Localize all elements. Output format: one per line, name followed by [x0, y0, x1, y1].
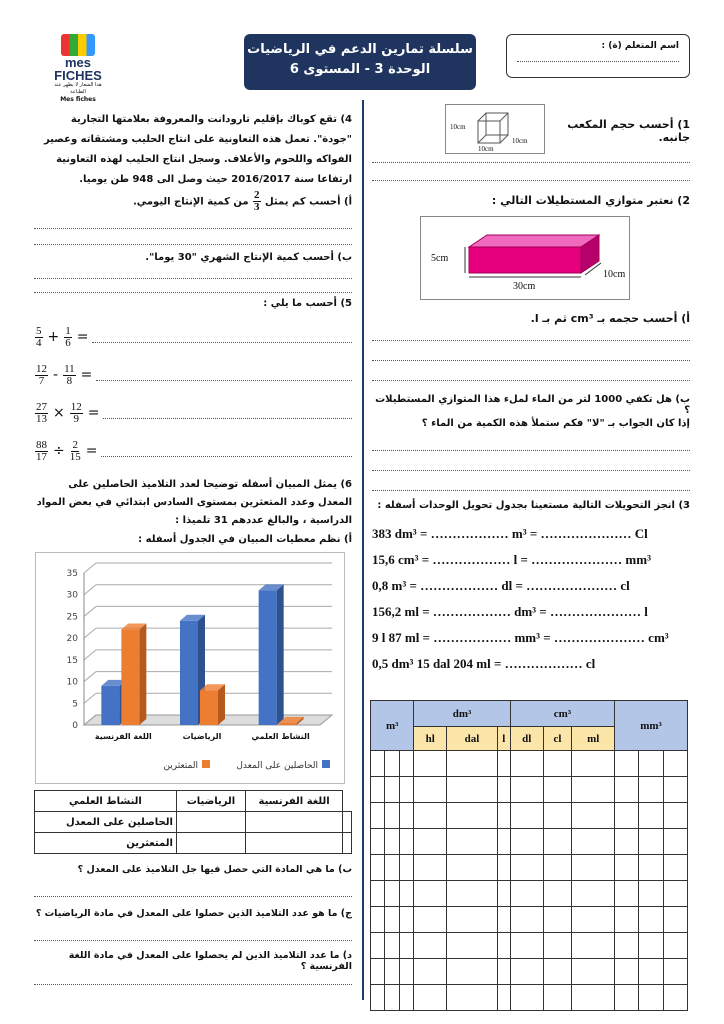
conversion-cell[interactable]: [399, 855, 413, 881]
conversion-cell[interactable]: [371, 959, 385, 985]
conversion-cell[interactable]: [572, 855, 615, 881]
conversion-cell[interactable]: [497, 777, 510, 803]
op-fraction: [35, 402, 48, 425]
op-num: 27: [36, 400, 47, 413]
bar-side: [277, 584, 284, 725]
legend-swatch: [202, 760, 210, 768]
cube-label-w: 10cm: [512, 137, 528, 145]
op-fraction: [64, 326, 72, 349]
conversion-cell[interactable]: [371, 829, 385, 855]
conversion-cell[interactable]: [572, 803, 615, 829]
conversion-cell[interactable]: [663, 985, 687, 1011]
op-symbol: ×: [53, 405, 65, 421]
conversion-cell[interactable]: [639, 751, 663, 777]
ex2-text: 2) نعتبر متوازي المستطيلات التالي :: [491, 194, 690, 207]
op-num: 12: [70, 400, 82, 413]
conversion-cell[interactable]: [447, 803, 498, 829]
cell-fail-sci[interactable]: [176, 833, 245, 854]
row-label-fail: المتعثرين: [35, 833, 177, 854]
conversion-cell[interactable]: [399, 829, 413, 855]
sub-cl: cl: [543, 727, 572, 751]
bar: [200, 690, 218, 725]
bar-side: [139, 623, 146, 725]
conversion-cell[interactable]: [497, 907, 510, 933]
ex6-text: 6) يمثل المبيان أسفله توضيحا لعدد التلاميذ الحاصلين على المعدل وعدد المتعثرين بمستوى السادس ابتدائي في بعض المواد الدراسية ، والبالغ عددهم 31 تلميذا :: [36, 479, 352, 526]
ex4a-den: 3: [254, 201, 260, 213]
unit-mm3: mm³: [615, 701, 688, 751]
conversion-cell[interactable]: [572, 933, 615, 959]
conversion-cell[interactable]: [447, 829, 498, 855]
logo-icon: [61, 34, 95, 56]
conversion-cell[interactable]: [663, 881, 687, 907]
conversion-row: [371, 959, 688, 985]
conversion-cell[interactable]: [572, 959, 615, 985]
conv-line-1: 383 dm³ = ……………… m³ = ………………… Cl: [372, 526, 648, 541]
q-c: ج) ما هو عدد التلاميذ الذين حصلوا على المعدل في مادة الرياضيات ؟: [35, 908, 352, 919]
banner-line2: الوحدة 3 - المستوى 6: [289, 62, 431, 77]
unit-cm3: cm³: [510, 701, 614, 727]
legend-swatch: [322, 760, 330, 768]
conversion-cell[interactable]: [639, 959, 663, 985]
cube-label-l: 10cm: [478, 145, 494, 153]
conversion-cell[interactable]: [497, 829, 510, 855]
conversion-cell[interactable]: [371, 881, 385, 907]
conversion-cell[interactable]: [615, 751, 639, 777]
conversion-cell[interactable]: [510, 881, 543, 907]
op-num: 5: [36, 324, 42, 337]
conv-line-2: 15,6 cm³ = ……………… l = ………………… mm³: [372, 552, 651, 567]
ex2c-dots-2: [372, 470, 690, 471]
conversion-cell[interactable]: [572, 907, 615, 933]
conversion-cell[interactable]: [497, 881, 510, 907]
ex6a-text: أ) نظم معطيات المبيان في الجدول أسفله :: [138, 534, 352, 545]
conversion-cell[interactable]: [414, 751, 447, 777]
conversion-cell[interactable]: [510, 803, 543, 829]
conversion-row: [371, 881, 688, 907]
ex5-text: 5) أحسب ما يلي :: [263, 298, 352, 309]
op-symbol: +: [47, 329, 60, 345]
conversion-cell[interactable]: [399, 907, 413, 933]
op-equals: =: [80, 367, 93, 383]
q-b-dots: [34, 896, 352, 897]
banner-line1: سلسلة تمارين الدعم في الرياضيات: [247, 42, 473, 57]
op-den: 9: [73, 412, 79, 425]
unit-dm3: dm³: [414, 701, 510, 727]
sub-hl: hl: [414, 727, 447, 751]
ex4a-pre: أ) أحسب كم يمثل: [265, 196, 352, 208]
conversion-cell[interactable]: [447, 751, 498, 777]
name-label: اسم المتعلم (ة) :: [601, 41, 679, 51]
op-fraction: [35, 440, 48, 463]
conversion-cell[interactable]: [543, 907, 572, 933]
sub-ml: ml: [572, 727, 615, 751]
box-label-w: 10cm: [603, 269, 626, 280]
conversion-cell[interactable]: [371, 907, 385, 933]
conversion-cell[interactable]: [510, 959, 543, 985]
conversion-cell[interactable]: [615, 855, 639, 881]
conversion-cell[interactable]: [639, 907, 663, 933]
operation-row: [34, 436, 352, 466]
conversion-cell[interactable]: [543, 855, 572, 881]
conversion-cell[interactable]: [497, 959, 510, 985]
conversion-cell[interactable]: [572, 881, 615, 907]
conversion-cell[interactable]: [639, 881, 663, 907]
op-fraction: [70, 440, 81, 463]
conversion-cell[interactable]: [497, 751, 510, 777]
y-tick-label: 35: [66, 569, 78, 579]
grid-diagonal: [84, 628, 96, 638]
col-math: الرياضيات: [176, 791, 245, 812]
op-den: 17: [36, 450, 47, 463]
conversion-cell[interactable]: [510, 751, 543, 777]
bar: [259, 590, 277, 725]
conversion-cell[interactable]: [510, 829, 543, 855]
conversion-cell[interactable]: [399, 777, 413, 803]
box-label-l: 30cm: [513, 281, 536, 292]
grid-diagonal: [84, 672, 96, 682]
name-box[interactable]: [506, 34, 690, 78]
conversion-cell[interactable]: [615, 959, 639, 985]
conversion-cell[interactable]: [510, 933, 543, 959]
bar: [279, 723, 297, 725]
conversion-cell[interactable]: [615, 907, 639, 933]
cell-pass-sci[interactable]: [176, 812, 245, 833]
conversion-cell[interactable]: [447, 907, 498, 933]
op-num: 88: [36, 438, 47, 451]
y-tick-label: 0: [72, 721, 78, 731]
conversion-cell[interactable]: [414, 829, 447, 855]
x-tick-label: الرياضيات: [182, 732, 222, 741]
name-dots: [517, 61, 679, 62]
logo-title: mes FICHES: [54, 55, 102, 83]
conversion-cell[interactable]: [663, 803, 687, 829]
op-fraction: [63, 364, 76, 387]
conversion-cell[interactable]: [572, 985, 615, 1011]
y-tick-label: 20: [66, 634, 78, 645]
conversion-cell[interactable]: [399, 881, 413, 907]
logo: [48, 34, 108, 103]
conversion-cell[interactable]: [414, 881, 447, 907]
conversion-cell[interactable]: [414, 933, 447, 959]
y-tick-label: 10: [66, 677, 78, 688]
op-fraction: [35, 326, 43, 349]
op-fraction: [35, 364, 48, 387]
op-symbol: -: [53, 367, 59, 383]
conversion-cell[interactable]: [497, 985, 510, 1011]
grid-diagonal: [84, 606, 96, 616]
conversion-cell[interactable]: [663, 829, 687, 855]
bar: [180, 621, 198, 725]
grid-diagonal: [84, 585, 96, 595]
y-tick-label: 15: [66, 655, 78, 666]
ex4b-dots-2: [34, 292, 352, 293]
conversion-cell[interactable]: [639, 933, 663, 959]
conversion-cell[interactable]: [639, 829, 663, 855]
ex2b-text: ب) هل تكفي 1000 لتر من الماء لملء هذا المتوازي المستطيلات ؟: [375, 394, 690, 416]
op-den: 4: [36, 336, 42, 349]
conversion-row: [371, 907, 688, 933]
op-answer-dots[interactable]: [101, 456, 352, 457]
ex4a-fraction: [253, 190, 261, 213]
conversion-cell[interactable]: [385, 751, 399, 777]
logo-note: هذا الشعار لا يظهر عند الطباعة: [54, 82, 102, 95]
ex2a-dots-1: [372, 340, 690, 341]
operation-row: [34, 398, 352, 428]
conversion-cell[interactable]: [543, 777, 572, 803]
conversion-cell[interactable]: [615, 933, 639, 959]
ex2a-dots-2: [372, 360, 690, 361]
conversion-cell[interactable]: [385, 881, 399, 907]
conversion-cell[interactable]: [385, 829, 399, 855]
conversion-cell[interactable]: [510, 855, 543, 881]
col-sci: النشاط العلمي: [35, 791, 177, 812]
grid-diagonal: [84, 650, 96, 660]
col-fr: اللغة الفرنسية: [245, 791, 342, 812]
bar: [101, 686, 119, 725]
conversion-cell[interactable]: [663, 959, 687, 985]
conversion-cell[interactable]: [615, 985, 639, 1011]
op-den: 7: [38, 374, 45, 387]
conversion-cell[interactable]: [543, 829, 572, 855]
conversion-cell[interactable]: [399, 933, 413, 959]
conversion-cell[interactable]: [510, 907, 543, 933]
op-num: 1: [65, 324, 71, 337]
op-equals: =: [85, 443, 98, 459]
op-answer-dots[interactable]: [92, 342, 352, 343]
ex4a-dots-1: [34, 228, 352, 229]
conversion-table-body[interactable]: [371, 751, 688, 1011]
conversion-cell[interactable]: [414, 855, 447, 881]
ex1-text: 1) أحسب حجم المكعب جانبه.: [567, 118, 690, 144]
grid-diagonal: [84, 563, 96, 573]
ex4a-line: [34, 190, 352, 213]
conversion-cell[interactable]: [497, 933, 510, 959]
conversion-cell[interactable]: [399, 751, 413, 777]
conversion-cell[interactable]: [371, 803, 385, 829]
conversion-cell[interactable]: [615, 881, 639, 907]
conversion-cell[interactable]: [663, 777, 687, 803]
conversion-cell[interactable]: [510, 985, 543, 1011]
conv-line-6: 0,5 dm³ 15 dal 204 ml = ……………… cl: [372, 656, 596, 671]
conversion-row: [371, 829, 688, 855]
op-num: 11: [64, 362, 75, 375]
conversion-cell[interactable]: [543, 881, 572, 907]
op-fraction: [70, 402, 83, 425]
conversion-cell[interactable]: [639, 803, 663, 829]
conversion-cell[interactable]: [385, 933, 399, 959]
conversion-cell[interactable]: [447, 777, 498, 803]
conversion-cell[interactable]: [497, 855, 510, 881]
logo-social: Mes fiches: [60, 96, 96, 103]
ex1-dots-1: [372, 162, 690, 163]
conversion-cell[interactable]: [615, 829, 639, 855]
conversion-cell[interactable]: [371, 985, 385, 1011]
conversion-cell[interactable]: [663, 933, 687, 959]
ex2a-text: أ) أحسب حجمه بـ cm³ ثم بـ l.: [530, 312, 690, 325]
y-tick-label: 5: [72, 699, 78, 710]
x-tick-label: النشاط العلمي: [251, 732, 310, 741]
ex4-text: 4) تقع كوباك بإقليم تارودانت والمعروفة بعلامتها التجارية "جودة". تعمل هذه التعاونية على انتاج الحليب ومشتقاته وعصير الفواكه واللحوم والأعلاف. وسجل انتاج الحليب لهذه التعاونية ارتفاعا سنة 2016/2017 حيث وصل الى 948 طن يوميا.: [43, 114, 352, 185]
ex4a-num: 2: [254, 189, 260, 201]
sub-dal: dal: [447, 727, 498, 751]
box-label-h: 5cm: [431, 253, 449, 264]
cell-fail-fr[interactable]: [343, 833, 352, 854]
sub-l: l: [497, 727, 510, 751]
conversion-cell[interactable]: [385, 855, 399, 881]
conv-line-4: 156,2 ml = ……………… dm³ = ………………… l: [372, 604, 648, 619]
bar-chart: [35, 552, 345, 784]
conversion-cell[interactable]: [414, 907, 447, 933]
conversion-cell[interactable]: [663, 855, 687, 881]
conversion-cell[interactable]: [510, 777, 543, 803]
conversion-cell[interactable]: [663, 751, 687, 777]
conversion-cell[interactable]: [447, 855, 498, 881]
title-banner: [244, 34, 476, 90]
conversion-cell[interactable]: [543, 803, 572, 829]
ex3-text: 3) انجز التحويلات التالية مستعينا بجدول تحويل الوحدات أسفله :: [377, 500, 690, 511]
op-num: 2: [72, 438, 78, 451]
x-tick-label: اللغة الفرنسية: [94, 732, 152, 741]
conversion-cell[interactable]: [543, 959, 572, 985]
conversion-cell[interactable]: [385, 959, 399, 985]
bar-side: [218, 684, 225, 725]
conversion-cell[interactable]: [543, 751, 572, 777]
op-den: 13: [36, 412, 47, 425]
op-answer-dots[interactable]: [103, 418, 352, 419]
y-tick-label: 30: [66, 590, 78, 601]
cube-label-h: 10cm: [450, 123, 466, 131]
bar: [121, 629, 139, 725]
conversion-cell[interactable]: [414, 803, 447, 829]
conversion-row: [371, 777, 688, 803]
ex2c-text: إذا كان الجواب بـ "لا" فكم ستملأ هذه الكمية من الماء ؟: [421, 418, 690, 429]
op-den: 6: [65, 336, 71, 349]
box-figure: [420, 216, 630, 300]
conversion-cell[interactable]: [385, 803, 399, 829]
ex4b-text: ب) أحسب كمية الإنتاج الشهري "30 يوما".: [145, 252, 352, 263]
conversion-cell[interactable]: [371, 855, 385, 881]
operation-row: [34, 360, 352, 390]
conversion-cell[interactable]: [447, 881, 498, 907]
ex4b-dots-1: [34, 278, 352, 279]
conversion-cell[interactable]: [639, 777, 663, 803]
cell-pass-fr[interactable]: [343, 812, 352, 833]
op-num: 12: [36, 362, 47, 375]
conversion-cell[interactable]: [615, 777, 639, 803]
q-c-dots: [34, 940, 352, 941]
op-symbol: ÷: [53, 443, 65, 459]
ex2c-dots-1: [372, 450, 690, 451]
ex2a-dots-3: [372, 380, 690, 381]
conversion-row: [371, 933, 688, 959]
legend-label: المتعثرين: [163, 761, 198, 771]
op-den: 8: [66, 374, 73, 387]
cube-figure: [445, 104, 545, 154]
conversion-row: [371, 855, 688, 881]
conversion-cell[interactable]: [639, 985, 663, 1011]
conversion-cell[interactable]: [543, 933, 572, 959]
conversion-cell[interactable]: [615, 803, 639, 829]
operation-row: [34, 322, 352, 352]
sub-dl: dl: [510, 727, 543, 751]
conversion-cell[interactable]: [371, 933, 385, 959]
conversion-cell[interactable]: [447, 933, 498, 959]
conversion-cell[interactable]: [385, 777, 399, 803]
conversion-cell[interactable]: [447, 959, 498, 985]
conversion-cell[interactable]: [663, 907, 687, 933]
conversion-cell[interactable]: [399, 959, 413, 985]
cell-pass-math[interactable]: [245, 812, 342, 833]
bar-chart-svg: [36, 553, 344, 783]
conversion-table: [370, 700, 688, 1011]
conversion-cell[interactable]: [399, 803, 413, 829]
column-divider: [362, 100, 364, 1000]
ex4a-post: من كمية الإنتاج اليومي.: [132, 196, 249, 208]
conversion-cell[interactable]: [572, 751, 615, 777]
y-tick-label: 25: [66, 612, 78, 623]
conversion-cell[interactable]: [385, 907, 399, 933]
conversion-cell[interactable]: [639, 855, 663, 881]
op-equals: =: [76, 329, 89, 345]
data-table[interactable]: [34, 790, 352, 854]
conversion-cell[interactable]: [414, 985, 447, 1011]
unit-m3: m³: [371, 701, 414, 751]
conversion-cell[interactable]: [399, 985, 413, 1011]
conversion-cell[interactable]: [414, 959, 447, 985]
conversion-row: [371, 751, 688, 777]
op-equals: =: [87, 405, 100, 421]
op-answer-dots[interactable]: [96, 380, 352, 381]
op-den: 15: [69, 450, 81, 463]
blank-corner: [343, 791, 352, 812]
conversion-row: [371, 803, 688, 829]
conversion-cell[interactable]: [497, 803, 510, 829]
conversion-cell[interactable]: [385, 985, 399, 1011]
conversion-cell[interactable]: [371, 777, 385, 803]
cell-fail-math[interactable]: [245, 833, 342, 854]
conversion-cell[interactable]: [447, 985, 498, 1011]
q-b: ب) ما هي المادة التي حصل فيها جل التلاميذ على المعدل ؟: [77, 864, 352, 875]
conversion-cell[interactable]: [572, 777, 615, 803]
q-d-dots: [34, 984, 352, 985]
conversion-cell[interactable]: [371, 751, 385, 777]
ex2c-dots-3: [372, 490, 690, 491]
ex4a-dots-2: [34, 244, 352, 245]
grid-diagonal: [84, 693, 96, 703]
conversion-cell[interactable]: [414, 777, 447, 803]
ex1-dots-2: [372, 180, 690, 181]
conv-line-5: 9 l 87 ml = ……………… mm³ = ………………… cm³: [372, 630, 669, 645]
conv-line-3: 0,8 m³ = ……………… dl = ………………… cl: [372, 578, 630, 593]
q-d: د) ما عدد التلاميذ الذين لم يحصلوا على المعدل في مادة اللغة الفرنسية ؟: [68, 950, 352, 972]
row-label-pass: الحاصلين على المعدل: [35, 812, 177, 833]
conversion-cell[interactable]: [572, 829, 615, 855]
conversion-row: [371, 985, 688, 1011]
conversion-cell[interactable]: [543, 985, 572, 1011]
legend-label: الحاصلين على المعدل: [236, 761, 318, 771]
